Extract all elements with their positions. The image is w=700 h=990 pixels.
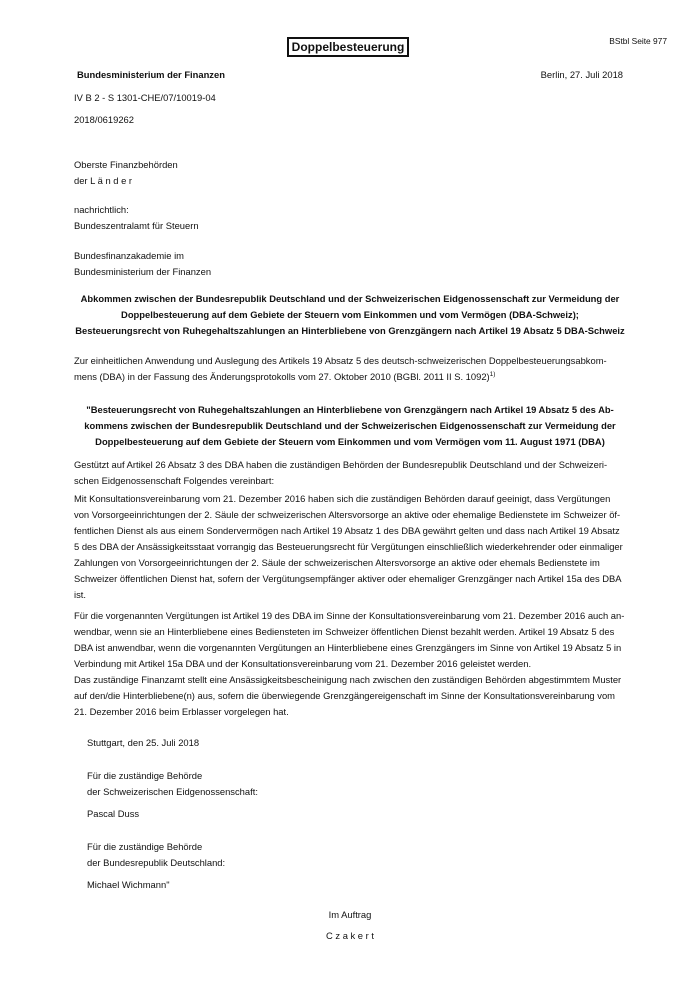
paragraph-line: Gestützt auf Artikel 26 Absatz 3 des DBA haben die zuständigen Behörden der Bundesrepublik Deutschland und der Schweizeri-: [74, 459, 608, 470]
cc-block-2: [74, 248, 211, 280]
reference-code: IV B 2 - S 1301-CHE/07/10019-04: [74, 92, 216, 103]
addressee-block: [74, 157, 178, 189]
subject-heading: [40, 291, 660, 339]
cc-label: nachrichtlich:: [74, 204, 129, 215]
paragraph-certificate: [74, 672, 621, 720]
paragraph-line: schen Eidgenossenschaft Folgendes vereinbart:: [74, 475, 275, 486]
cc-line: Bundesfinanzakademie im: [74, 250, 184, 261]
paragraph-line: Zahlungen von Vorsorgeeinrichtungen der 2. Säule der schweizerischen Altersvorsorge an aktive oder ehemals Bedienstete im: [74, 557, 600, 568]
intro-line: [74, 369, 634, 385]
quoted-title-line: kommens zwischen der Bundesrepublik Deutschland und der Schweizerischen Eidgenossenschaft zur Vermeidung der: [84, 420, 616, 431]
paragraph-line: Mit Konsultationsvereinbarung vom 21. Dezember 2016 haben sich die zuständigen Behörden darauf geeinigt, dass Vergütungen: [74, 493, 611, 504]
paragraph-line: 5 des DBA der Ansässigkeitsstaat vorrangig das Besteuerungsrecht für Vergütungen einschließlich wiederkehrender oder einmaliger: [74, 541, 623, 552]
paragraph-line: wendbar, wenn sie an Hinterbliebene eines Bediensteten im Schweizer öffentlichen Dienst bezahlt werden. Artikel 19 Absatz 5 des: [74, 626, 615, 637]
intro-paragraph: [74, 353, 634, 385]
addressee-line: der L ä n d e r: [74, 175, 133, 186]
quoted-title-line: "Besteuerungsrecht von Ruhegehaltszahlungen an Hinterbliebene von Grenzgängern nach Artikel 19 Absatz 5 des Ab-: [86, 404, 614, 415]
paragraph-line: Verbindung mit Artikel 15a DBA und der Konsultationsvereinbarung vom 21. Dezember 2016 geleistet werden.: [74, 658, 532, 669]
cc-line: Bundeszentralamt für Steuern: [74, 220, 199, 231]
german-signatory: Michael Wichmann": [87, 879, 170, 890]
closing-place-date: Stuttgart, den 25. Juli 2018: [87, 737, 200, 748]
boxed-title: Doppelbesteuerung: [287, 37, 409, 57]
place-date: Berlin, 27. Juli 2018: [540, 69, 623, 80]
page-reference: BStbl Seite 977: [609, 36, 667, 46]
cc-block: [74, 202, 199, 234]
authority-line: Für die zuständige Behörde: [87, 841, 203, 852]
authority-line: Für die zuständige Behörde: [87, 770, 203, 781]
paragraph-line: ist.: [74, 589, 86, 600]
ministry-name: Bundesministerium der Finanzen: [77, 69, 225, 80]
paragraph-line: Für die vorgenannten Vergütungen ist Artikel 19 des DBA im Sinne der Konsultationsvereinbarung vom 21. Dezember 2016 auch an-: [74, 610, 625, 621]
paragraph-line: 21. Dezember 2016 beim Erblasser vorgelegen hat.: [74, 706, 289, 717]
paragraph-line: von Vorsorgeeinrichtungen der 2. Säule der schweizerischen Altersvorsorge an aktive oder ehemalige Bedienstete im Schweizer öf-: [74, 509, 621, 520]
paragraph-line: Das zuständige Finanzamt stellt eine Ansässigkeitsbescheinigung nach zwischen den zuständigen Behörden abgestimmtem Muster: [74, 674, 622, 685]
paragraph-line: Schweizer öffentlichen Dienst hat, sofern der Vergütungsempfänger aktiver oder ehemaliger Grenzgänger nach Artikel 15a des DBA: [74, 573, 622, 584]
on-behalf: Im Auftrag: [328, 909, 372, 920]
german-authority: [87, 839, 225, 871]
subject-line: Abkommen zwischen der Bundesrepublik Deutschland und der Schweizerischen Eidgenossenschaft zur Vermeidung der: [80, 293, 620, 304]
cc-line: Bundesministerium der Finanzen: [74, 266, 212, 277]
authority-line: der Schweizerischen Eidgenossenschaft:: [87, 786, 258, 797]
paragraph-survivors: [74, 608, 624, 672]
subject-line: Doppelbesteuerung auf dem Gebiete der Steuern vom Einkommen und vom Vermögen (DBA-Schweiz);: [121, 309, 579, 320]
swiss-signatory: Pascal Duss: [87, 808, 140, 819]
paragraph-consultation: [74, 491, 623, 603]
subject-line: Besteuerungsrecht von Ruhegehaltszahlungen an Hinterbliebene von Grenzgängern nach Artikel 19 Absatz 5 DBA-Schweiz: [75, 325, 625, 336]
quoted-title: [40, 402, 660, 450]
quoted-title-line: Doppelbesteuerung auf dem Gebiete der Steuern vom Einkommen und vom Vermögen vom 11. August 1971 (DBA): [95, 436, 605, 447]
addressee-line: Oberste Finanzbehörden: [74, 159, 178, 170]
intro-line-text: mens (DBA) in der Fassung des Änderungsprotokolls vom 27. Oktober 2010 (BGBl. 2011 II S. 1092): [74, 371, 490, 382]
authority-line: der Bundesrepublik Deutschland:: [87, 857, 226, 868]
paragraph-line: fentlichen Dienst als aus einem Sondervermögen nach Artikel 19 Absatz 1 des DBA gewährt gelten und dass nach Artikel 19 Absatz: [74, 525, 620, 536]
document-number: 2018/0619262: [74, 114, 134, 125]
signoff-name: C z a k e r t: [326, 930, 374, 941]
paragraph-line: auf den/die Hinterbliebene(n) aus, sofern die überwiegende Grenzgängereigenschaft im Sinne der Konsultationsvereinbarung vom: [74, 690, 615, 701]
footnote-mark: 1): [489, 371, 496, 378]
paragraph-line: DBA ist anwendbar, wenn die vorgenannten Vergütungen an Hinterbliebene eines Grenzgängers im Sinne von Artikel 19 Absatz 5 in: [74, 642, 622, 653]
paragraph-agreement: [74, 457, 607, 489]
swiss-authority: [87, 768, 258, 800]
intro-line: Zur einheitlichen Anwendung und Auslegung des Artikels 19 Absatz 5 des deutsch-schweizerischen Doppelbesteuerungsabkom-: [74, 355, 607, 366]
